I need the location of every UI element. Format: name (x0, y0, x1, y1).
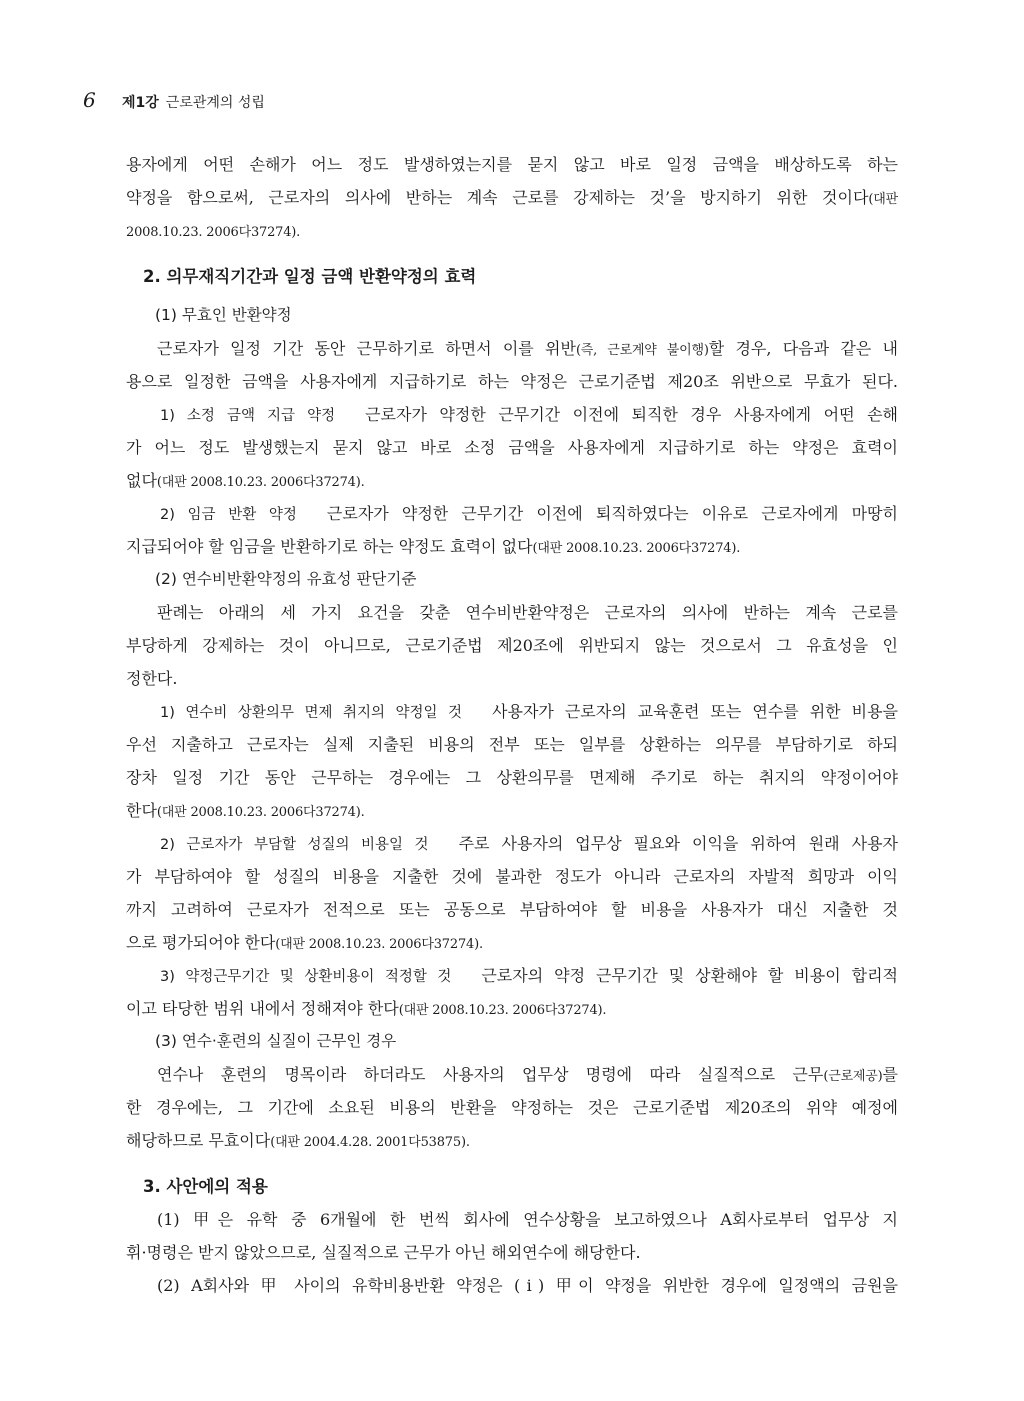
text-run: 정한다. (126, 669, 178, 688)
text-line (126, 893, 898, 926)
text-line (126, 365, 898, 398)
text-line (126, 992, 898, 1025)
text-line (126, 860, 898, 893)
running-header (83, 86, 583, 114)
text-line (126, 214, 898, 247)
text-run: 근로자의 약정 근무기간 및 상환해야 할 비용이 합리적 (481, 966, 898, 985)
text-run: 지급되어야 할 임금을 반환하기로 하는 약정도 효력이 없다 (126, 537, 533, 556)
text-run: 장차 일정 기간 동안 근무하는 경우에는 그 상환의무를 면제해 주기로 하는 취지의 약정이어야 (126, 768, 898, 787)
chapter-title: 근로관계의 성립 (165, 95, 265, 111)
section-heading: 2. 의무재직기간과 일정 금액 반환약정의 효력 (143, 267, 477, 286)
section-heading: 3. 사안에의 적용 (143, 1177, 268, 1196)
text-line (126, 1124, 898, 1157)
text-run: 가 어느 정도 발생했는지 묻지 않고 바로 소정 금액을 사용자에게 지급하기로 하는 약정은 효력이 (126, 438, 898, 457)
item-label: 2) 근로자가 부담할 성질의 비용일 것 (160, 837, 429, 853)
text-line (126, 761, 898, 794)
text-line (126, 497, 898, 530)
text-run: 한 경우에는, 그 기간에 소요된 비용의 반환을 약정하는 것은 근로기준법 제20조의 위약 예정에 (126, 1098, 898, 1117)
text-line (126, 1058, 898, 1091)
chapter-number: 제1강 (122, 95, 159, 111)
text-run: 가 부담하여야 할 성질의 비용을 지출한 것에 불과한 정도가 아니라 근로자의 자발적 희망과 이익 (126, 867, 898, 886)
page-number: 6 (83, 88, 96, 112)
text-run: 이고 타당한 범위 내에서 정해져야 한다 (126, 999, 399, 1018)
text-run: 근로자가 일정 기간 동안 근무하기로 하면서 이를 위반 (157, 339, 576, 358)
text-run: (1) 甲은 유학 중 6개월에 한 번씩 회사에 연수상황을 보고하였으나 A회사로부터 업무상 지 (157, 1210, 898, 1229)
text-run: 부당하게 강제하는 것이 아니므로, 근로기준법 제20조에 위반되지 않는 것으로서 그 유효성을 인 (126, 636, 898, 655)
text-run: 연수나 훈련의 명목이라 하더라도 사용자의 업무상 명령에 따라 실질적으로 근무 (157, 1065, 824, 1084)
subsection-title: (2) 연수비반환약정의 유효성 판단기준 (155, 570, 417, 588)
citation: (대판 2008.10.23. 2006다37274). (156, 475, 365, 490)
text-run: 근로자가 약정한 근무기간 이전에 퇴직하였다는 이유로 근로자에게 마땅히 (326, 504, 898, 523)
text-run: 까지 고려하여 근로자가 전적으로 또는 공동으로 부담하여야 할 비용을 사용자가 대신 지출한 것 (126, 900, 898, 919)
item-label: 3) 약정근무기간 및 상환비용이 적정할 것 (160, 969, 452, 985)
text-line (126, 1269, 898, 1302)
text-line (126, 1203, 898, 1236)
text-line (126, 464, 898, 497)
text-line (126, 959, 898, 992)
text-line (126, 530, 898, 563)
text-line (126, 728, 898, 761)
citation: 2008.10.23. 2006다37274). (126, 225, 301, 240)
page-body (126, 148, 898, 1302)
text-line (126, 926, 898, 959)
item-label: 2) 임금 반환 약정 (160, 507, 297, 523)
text-line (126, 695, 898, 728)
text-line (126, 181, 898, 214)
text-run: 사용자가 근로자의 교육훈련 또는 연수를 위한 비용을 (492, 702, 898, 721)
text-run: 우선 지출하고 근로자는 실제 지출된 비용의 전부 또는 일부를 상환하는 의무를 부담하기로 하되 (126, 735, 898, 754)
text-run: 한다 (126, 801, 157, 820)
item-label: 1) 소정 금액 지급 약정 (160, 408, 336, 424)
citation: (대판 2008.10.23. 2006다37274). (532, 541, 741, 556)
text-line (126, 596, 898, 629)
text-run: 약정을 함으로써, 근로자의 의사에 반하는 계속 근로를 강제하는 것’을 방지하기 위한 것이다 (126, 188, 869, 207)
text-run: 으로 평가되어야 한다 (126, 933, 276, 952)
citation: (대판 2004.4.28. 2001다53875). (270, 1135, 470, 1150)
text-run: 할 경우, 다음과 같은 내 (708, 339, 898, 358)
citation: (대판 2008.10.23. 2006다37274). (398, 1003, 607, 1018)
text-line (126, 1091, 898, 1124)
text-line (126, 662, 898, 695)
text-run: 해당하므로 무효이다 (126, 1131, 271, 1150)
text-line (126, 431, 898, 464)
text-run: 휘·명령은 받지 않았으므로, 실질적으로 근무가 아닌 해외연수에 해당한다. (126, 1243, 641, 1262)
text-line (126, 827, 898, 860)
text-run: 를 (882, 1065, 898, 1084)
text-line (126, 629, 898, 662)
parenthetical-note: (근로제공) (823, 1069, 883, 1084)
text-run: 용자에게 어떤 손해가 어느 정도 발생하였는지를 묻지 않고 바로 일정 금액을 배상하도록 하는 (126, 155, 898, 174)
text-line (126, 794, 898, 827)
subsection-title: (3) 연수·훈련의 실질이 근무인 경우 (155, 1032, 397, 1050)
parenthetical-note: (즉, 근로계약 불이행) (575, 343, 709, 358)
citation: (대판 2008.10.23. 2006다37274). (275, 937, 483, 952)
text-run: (2) A회사와 甲 사이의 유학비용반환 약정은 (ⅰ) 甲이 약정을 위반한 경우에 일정액의 금원을 (157, 1276, 898, 1295)
citation: (대판 2008.10.23. 2006다37274). (156, 805, 365, 820)
text-run: 주로 사용자의 업무상 필요와 이익을 위하여 원래 사용자 (458, 834, 898, 853)
text-line (126, 1236, 898, 1269)
text-run: 판례는 아래의 세 가지 요건을 갖춘 연수비반환약정은 근로자의 의사에 반하는 계속 근로를 (157, 603, 898, 622)
text-line (126, 332, 898, 365)
subsection-title: (1) 무효인 반환약정 (155, 306, 292, 324)
text-run: 용으로 일정한 금액을 사용자에게 지급하기로 하는 약정은 근로기준법 제20조 위반으로 무효가 된다. (126, 372, 898, 391)
text-run: 없다 (126, 471, 157, 490)
text-line (126, 148, 898, 181)
citation: (대판 (868, 192, 898, 207)
item-label: 1) 연수비 상환의무 면제 취지의 약정일 것 (160, 705, 463, 721)
text-line (126, 398, 898, 431)
text-run: 근로자가 약정한 근무기간 이전에 퇴직한 경우 사용자에게 어떤 손해 (365, 405, 898, 424)
